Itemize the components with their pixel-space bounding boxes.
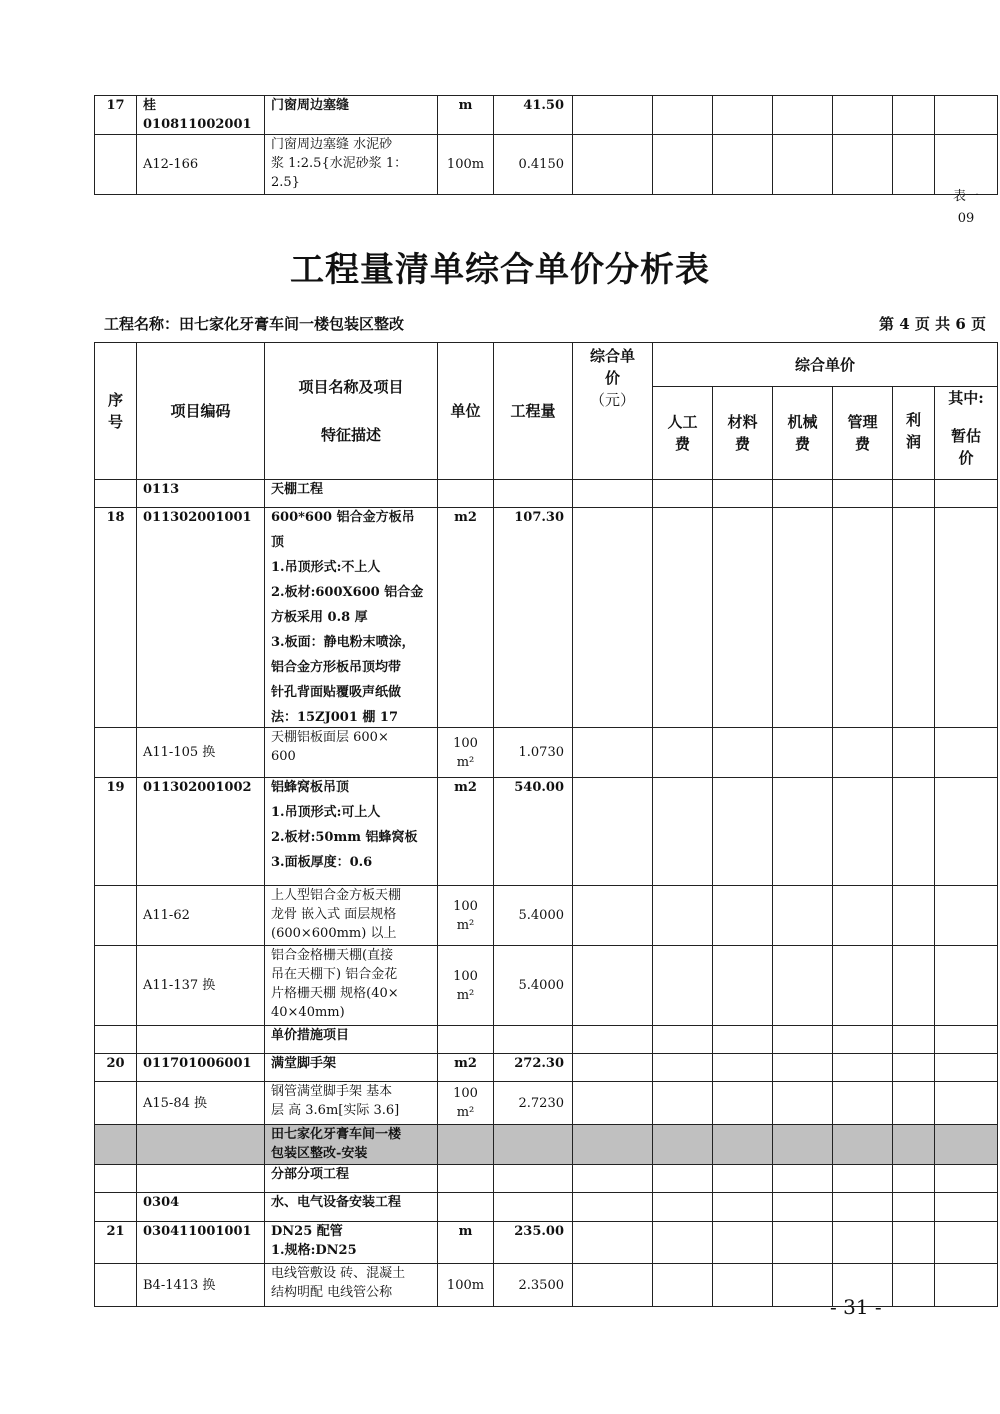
row-machine	[773, 1026, 833, 1054]
row-comp-unit-price	[573, 480, 653, 508]
row-seq	[95, 1193, 137, 1222]
row-unit: m2	[438, 1054, 494, 1082]
row-seq	[95, 886, 137, 946]
row-machine	[773, 135, 833, 195]
row-name-line: 钢管满堂脚手架 基本	[271, 1084, 393, 1099]
table-number: 表一 09	[952, 189, 979, 226]
row-machine	[773, 480, 833, 508]
row-machine	[773, 1264, 833, 1307]
row-name-line: 层 高 3.6m[实际 3.6]	[271, 1103, 400, 1118]
row-comp-unit-price	[573, 1264, 653, 1307]
row-code: A15-84 换	[137, 1082, 265, 1125]
table-row	[95, 946, 998, 1026]
row-qty: 272.30	[494, 1054, 573, 1082]
row-material	[713, 728, 773, 778]
row-profit	[893, 135, 935, 195]
row-unit: 100 m²	[438, 886, 494, 946]
row-name-line: 吊在天棚下) 铝合金花	[271, 967, 398, 982]
row-qty: 235.00	[494, 1222, 573, 1264]
table-row	[95, 1026, 998, 1054]
row-seq: 20	[95, 1054, 137, 1082]
row-name-line: 电线管敷设 砖、混凝土	[271, 1266, 406, 1281]
row-qty	[494, 1193, 573, 1222]
row-name-line: 2.板材:50mm 铝蜂窝板	[271, 830, 418, 845]
row-labor	[653, 1054, 713, 1082]
row-material	[713, 1222, 773, 1264]
row-name-line: 门窗周边塞缝	[271, 98, 350, 113]
row-name	[265, 480, 438, 508]
row-labor	[653, 1125, 713, 1165]
row-name-line: 水、电气设备安装工程	[271, 1195, 402, 1210]
row-name-line: 单价措施项目	[271, 1028, 350, 1043]
row-name	[265, 1264, 438, 1307]
row-name	[265, 508, 438, 728]
row-seq: 18	[95, 508, 137, 728]
row-name-line: 法：15ZJ001 棚 17	[271, 710, 399, 725]
row-name-line: 2.板材:600X600 铝合金	[271, 585, 424, 600]
row-code	[137, 1125, 265, 1165]
row-name-line: 浆 1:2.5{水泥砂浆 1：	[271, 156, 408, 171]
row-name	[265, 1125, 438, 1165]
row-qty	[494, 1125, 573, 1165]
row-seq	[95, 480, 137, 508]
row-code: 030411001001	[137, 1222, 265, 1264]
row-name-line: 3.面板厚度：0.6	[271, 855, 373, 870]
header-machine: 机械 费	[773, 387, 833, 480]
row-code: A11-137 换	[137, 946, 265, 1026]
header-labor: 人工 费	[653, 387, 713, 480]
row-profit	[893, 728, 935, 778]
row-estimate	[935, 480, 998, 508]
page-title: 工程量清单综合单价分析表	[290, 250, 710, 290]
row-material	[713, 946, 773, 1026]
table-row	[95, 135, 998, 195]
row-name-line: 田七家化牙膏车间一楼	[271, 1127, 402, 1142]
row-estimate	[935, 1193, 998, 1222]
row-seq	[95, 1165, 137, 1193]
row-name	[265, 778, 438, 886]
row-name	[265, 1165, 438, 1193]
project-name: 工程名称：田七家化牙膏车间一楼包装区整改	[104, 315, 405, 333]
row-management	[833, 946, 893, 1026]
row-comp-unit-price	[573, 1165, 653, 1193]
row-qty	[494, 1165, 573, 1193]
page-info: 第 4 页 共 6 页	[879, 315, 986, 333]
row-profit	[893, 1026, 935, 1054]
row-profit	[893, 1125, 935, 1165]
row-name-line: 结构明配 电线管公称	[271, 1285, 393, 1300]
row-profit	[893, 1165, 935, 1193]
row-comp-unit-price	[573, 96, 653, 135]
row-machine	[773, 728, 833, 778]
table-row	[95, 886, 998, 946]
header-code: 项目编码	[137, 343, 265, 480]
row-name-line: 1.吊顶形式:可上人	[271, 805, 381, 820]
row-machine	[773, 1222, 833, 1264]
row-estimate	[935, 1125, 998, 1165]
row-qty: 2.7230	[494, 1082, 573, 1125]
row-profit	[893, 1082, 935, 1125]
row-name-line: 40×40mm)	[271, 1005, 345, 1020]
row-code	[137, 1165, 265, 1193]
row-name-line: DN25 配管	[271, 1224, 343, 1239]
row-material	[713, 1082, 773, 1125]
row-qty: 107.30	[494, 508, 573, 728]
row-name-line: 2.5}	[271, 175, 300, 190]
row-labor	[653, 96, 713, 135]
row-labor	[653, 1193, 713, 1222]
row-name-line: 方板采用 0.8 厚	[271, 610, 368, 625]
row-material	[713, 1125, 773, 1165]
row-comp-unit-price	[573, 135, 653, 195]
row-name-line: 龙骨 嵌入式 面层规格	[271, 907, 397, 922]
row-material	[713, 480, 773, 508]
table-row	[95, 96, 998, 135]
row-code: 0304	[137, 1193, 265, 1222]
row-name	[265, 135, 438, 195]
row-name-line: 包装区整改-安装	[271, 1146, 368, 1161]
row-name	[265, 1082, 438, 1125]
header-among: 其中: 暂估 价	[935, 387, 998, 480]
table-row	[95, 1054, 998, 1082]
row-name-line: 3.板面：静电粉末喷涂，	[271, 635, 415, 650]
row-qty: 1.0730	[494, 728, 573, 778]
header-profit: 利 润	[893, 387, 935, 480]
row-comp-unit-price	[573, 1082, 653, 1125]
row-name-line: 600	[271, 749, 296, 764]
row-material	[713, 778, 773, 886]
row-material	[713, 96, 773, 135]
row-profit	[893, 1193, 935, 1222]
row-estimate	[935, 1082, 998, 1125]
row-labor	[653, 1165, 713, 1193]
row-comp-unit-price	[573, 508, 653, 728]
row-name-line: 顶	[271, 535, 285, 550]
row-name-line: 天棚铝板面层 600×	[271, 730, 389, 745]
row-management	[833, 1193, 893, 1222]
row-management	[833, 728, 893, 778]
row-estimate	[935, 1222, 998, 1264]
row-name-line: 门窗周边塞缝 水泥砂	[271, 137, 393, 152]
row-name-line: 上人型铝合金方板天棚	[271, 888, 402, 903]
table-row	[95, 778, 998, 886]
row-unit: m	[438, 96, 494, 135]
row-code: 011701006001	[137, 1054, 265, 1082]
row-name-line: (600×600mm) 以上	[271, 926, 397, 941]
row-management	[833, 1222, 893, 1264]
row-machine	[773, 96, 833, 135]
analysis-table	[94, 342, 998, 1307]
row-unit: 100 m²	[438, 728, 494, 778]
row-name-line: 满堂脚手架	[271, 1056, 337, 1071]
table-row	[95, 480, 998, 508]
row-management	[833, 1082, 893, 1125]
row-machine	[773, 1054, 833, 1082]
row-unit: m	[438, 1222, 494, 1264]
row-machine	[773, 1082, 833, 1125]
row-estimate	[935, 508, 998, 728]
row-unit: 100m	[438, 135, 494, 195]
row-management	[833, 1125, 893, 1165]
row-comp-unit-price	[573, 1026, 653, 1054]
row-comp-unit-price	[573, 778, 653, 886]
row-management	[833, 1026, 893, 1054]
row-qty	[494, 1026, 573, 1054]
header-unit: 单位	[438, 343, 494, 480]
row-profit	[893, 480, 935, 508]
row-seq	[95, 946, 137, 1026]
row-name	[265, 946, 438, 1026]
row-seq: 21	[95, 1222, 137, 1264]
row-profit	[893, 1054, 935, 1082]
row-profit	[893, 1222, 935, 1264]
row-name-line: 600*600 铝合金方板吊	[271, 510, 415, 525]
row-profit	[893, 508, 935, 728]
row-code: A11-62	[137, 886, 265, 946]
row-code	[137, 1026, 265, 1054]
row-name-line: 分部分项工程	[271, 1167, 350, 1182]
row-labor	[653, 778, 713, 886]
row-comp-unit-price	[573, 1193, 653, 1222]
row-labor	[653, 135, 713, 195]
row-labor	[653, 480, 713, 508]
table-row	[95, 728, 998, 778]
row-unit	[438, 1165, 494, 1193]
row-qty: 5.4000	[494, 946, 573, 1026]
row-seq	[95, 135, 137, 195]
row-machine	[773, 946, 833, 1026]
row-name	[265, 886, 438, 946]
row-qty: 540.00	[494, 778, 573, 886]
table-row	[95, 1165, 998, 1193]
row-machine	[773, 1125, 833, 1165]
row-labor	[653, 1026, 713, 1054]
row-seq	[95, 1082, 137, 1125]
row-management	[833, 508, 893, 728]
row-name-line: 针孔背面贴覆吸声纸做	[271, 685, 402, 700]
row-management	[833, 886, 893, 946]
row-machine	[773, 886, 833, 946]
row-name-line: 铝合金格栅天棚(直接	[271, 948, 394, 963]
row-profit	[893, 946, 935, 1026]
table-row	[95, 1222, 998, 1264]
row-profit	[893, 778, 935, 886]
row-management	[833, 1165, 893, 1193]
row-qty: 0.4150	[494, 135, 573, 195]
row-seq	[95, 1125, 137, 1165]
row-unit: 100m	[438, 1264, 494, 1307]
header-comp-unit-price: 综合单 价 （元）	[573, 343, 653, 480]
row-qty	[494, 480, 573, 508]
row-name-line: 铝蜂窝板吊顶	[271, 780, 350, 795]
row-management	[833, 778, 893, 886]
row-seq	[95, 728, 137, 778]
row-estimate	[935, 778, 998, 886]
row-unit	[438, 1193, 494, 1222]
row-profit	[893, 1264, 935, 1307]
row-code: 桂 010811002001	[137, 96, 265, 135]
row-qty: 2.3500	[494, 1264, 573, 1307]
row-labor	[653, 1264, 713, 1307]
row-comp-unit-price	[573, 886, 653, 946]
row-seq: 19	[95, 778, 137, 886]
row-profit	[893, 96, 935, 135]
row-material	[713, 508, 773, 728]
row-code: A11-105 换	[137, 728, 265, 778]
header-seq: 序 号	[95, 343, 137, 480]
row-machine	[773, 508, 833, 728]
row-material	[713, 1026, 773, 1054]
row-code: 0113	[137, 480, 265, 508]
row-labor	[653, 728, 713, 778]
row-seq: 17	[95, 96, 137, 135]
row-unit	[438, 480, 494, 508]
header-management: 管理 费	[833, 387, 893, 480]
row-estimate	[935, 1165, 998, 1193]
row-estimate	[935, 946, 998, 1026]
row-name	[265, 1222, 438, 1264]
row-material	[713, 1054, 773, 1082]
table-row	[95, 1125, 998, 1165]
row-comp-unit-price	[573, 1125, 653, 1165]
row-labor	[653, 1082, 713, 1125]
row-material	[713, 886, 773, 946]
row-comp-unit-price	[573, 946, 653, 1026]
row-management	[833, 1054, 893, 1082]
row-estimate	[935, 886, 998, 946]
header-qty: 工程量	[494, 343, 573, 480]
row-name-line: 片格栅天棚 规格(40×	[271, 986, 399, 1001]
row-code: 011302001001	[137, 508, 265, 728]
row-material	[713, 1193, 773, 1222]
row-name-line: 天棚工程	[271, 482, 324, 497]
row-machine	[773, 778, 833, 886]
row-seq	[95, 1264, 137, 1307]
row-name-line: 1.规格:DN25	[271, 1243, 357, 1258]
header-comp-group: 综合单价	[653, 343, 998, 387]
row-unit: m2	[438, 508, 494, 728]
row-unit: 100 m²	[438, 946, 494, 1026]
row-code: B4-1413 换	[137, 1264, 265, 1307]
row-name	[265, 1054, 438, 1082]
row-estimate	[935, 96, 998, 135]
row-name-line: 铝合金方形板吊顶均带	[271, 660, 402, 675]
header-name: 项目名称及项目 特征描述	[265, 343, 438, 480]
row-machine	[773, 1193, 833, 1222]
row-material	[713, 1264, 773, 1307]
page-number: - 31 -	[830, 1295, 882, 1319]
row-machine	[773, 1165, 833, 1193]
row-name	[265, 96, 438, 135]
row-labor	[653, 946, 713, 1026]
row-code: A12-166	[137, 135, 265, 195]
row-management	[833, 135, 893, 195]
row-code: 011302001002	[137, 778, 265, 886]
row-comp-unit-price	[573, 1222, 653, 1264]
row-comp-unit-price	[573, 1054, 653, 1082]
row-labor	[653, 1222, 713, 1264]
header-material: 材料 费	[713, 387, 773, 480]
row-estimate	[935, 1054, 998, 1082]
table-row	[95, 508, 998, 728]
row-labor	[653, 886, 713, 946]
row-unit: 100 m²	[438, 1082, 494, 1125]
row-unit	[438, 1026, 494, 1054]
row-estimate	[935, 1026, 998, 1054]
row-qty: 5.4000	[494, 886, 573, 946]
row-estimate	[935, 728, 998, 778]
row-comp-unit-price	[573, 728, 653, 778]
row-seq	[95, 1026, 137, 1054]
row-management	[833, 480, 893, 508]
row-profit	[893, 886, 935, 946]
table-row	[95, 1193, 998, 1222]
row-unit: m2	[438, 778, 494, 886]
row-name	[265, 1193, 438, 1222]
row-material	[713, 135, 773, 195]
row-unit	[438, 1125, 494, 1165]
row-labor	[653, 508, 713, 728]
row-management	[833, 96, 893, 135]
row-estimate	[935, 1264, 998, 1307]
row-name-line: 1.吊顶形式:不上人	[271, 560, 381, 575]
row-name	[265, 728, 438, 778]
table-row	[95, 1082, 998, 1125]
continuation-table	[94, 95, 998, 195]
row-name	[265, 1026, 438, 1054]
row-qty: 41.50	[494, 96, 573, 135]
row-material	[713, 1165, 773, 1193]
